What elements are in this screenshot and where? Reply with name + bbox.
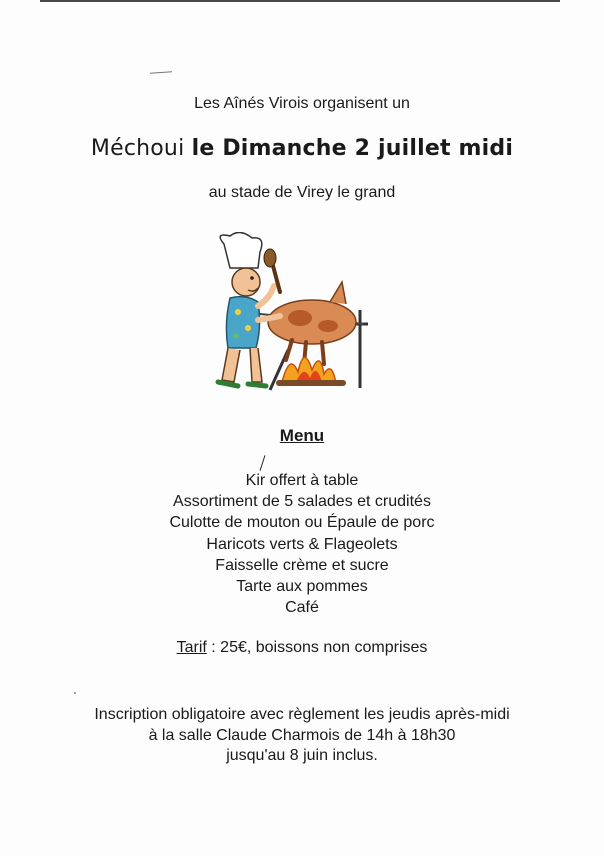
registration-line: Inscription obligatoire avec règlement les jeudis après-midi [94, 706, 510, 723]
event-date: le Dimanche 2 juillet midi [191, 136, 514, 161]
menu-item: Faisselle crème et sucre [215, 556, 389, 574]
scan-speck [74, 692, 76, 694]
menu-heading: Menu [279, 426, 325, 445]
registration-info [0, 705, 604, 767]
event-title [0, 136, 604, 161]
menu-item: Haricots verts & Flageolets [206, 535, 398, 553]
menu-item: Tarte aux pommes [236, 577, 368, 595]
pen-mark [150, 71, 172, 74]
price-text: : 25€, boissons non comprises [206, 639, 428, 656]
menu-item: Culotte de mouton ou Épaule de porc [169, 514, 435, 532]
menu-list [0, 470, 604, 618]
pen-mark [260, 455, 266, 471]
price-line [0, 639, 604, 657]
intro-line: Les Aînés Virois organisent un [194, 95, 410, 112]
registration-line: jusqu'au 8 juin inclus. [226, 747, 378, 764]
chef-roasting-pig-illustration [200, 232, 390, 394]
menu-item: Café [285, 599, 319, 617]
price-label: Tarif [176, 639, 207, 656]
registration-line: à la salle Claude Charmois de 14h à 18h30 [148, 726, 456, 744]
event-location: au stade de Virey le grand [208, 184, 396, 201]
menu-item: Kir offert à table [245, 472, 359, 489]
menu-item: Assortiment de 5 salades et crudités [173, 493, 431, 511]
scan-top-edge [40, 0, 560, 2]
event-name: Méchoui [90, 136, 185, 161]
